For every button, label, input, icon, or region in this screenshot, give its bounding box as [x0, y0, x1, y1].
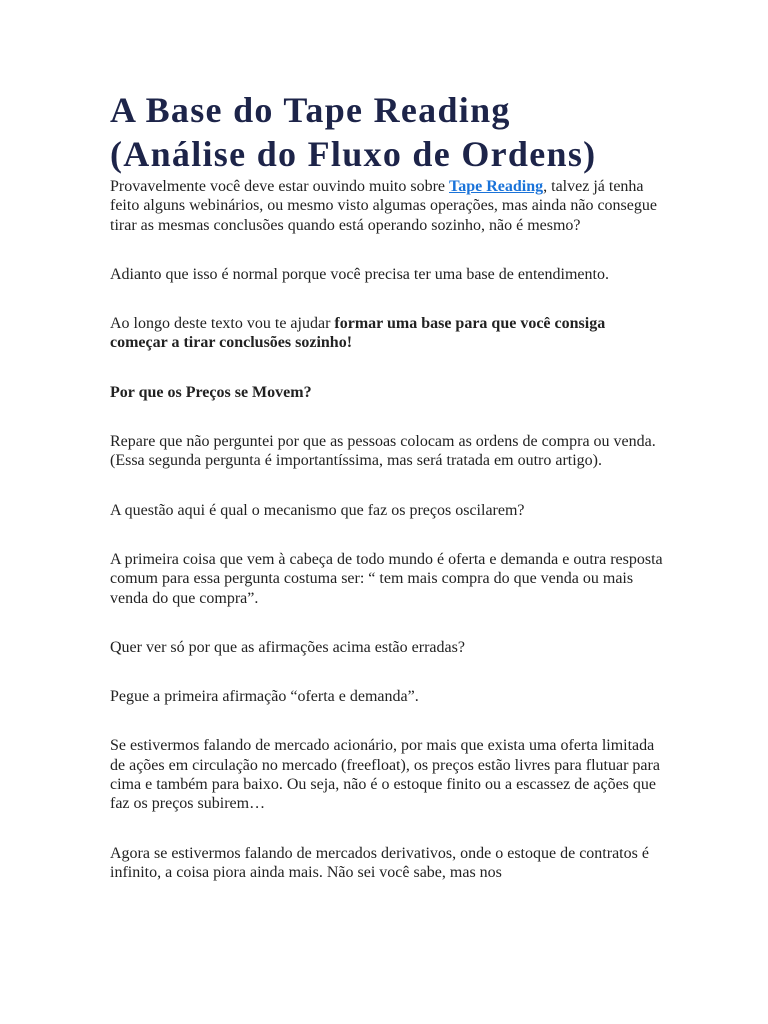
section-subheading: [110, 383, 665, 402]
article: [110, 88, 665, 912]
paragraph-ao-longo-bold: formar uma base para que você consiga começar a tirar conclusões sozinho!: [110, 315, 606, 352]
intro-text-before-link: Provavelmente você deve estar ouvindo muito sobre: [110, 178, 450, 195]
article-title-line-2: (Análise do Fluxo de Ordens): [110, 134, 597, 174]
paragraph-repare: Repare que não perguntei por que as pessoas colocam as ordens de compra ou venda. (Essa segunda pergunta é importantíssima, mas será tratada em outro artigo).: [110, 433, 656, 470]
paragraph-pegue: Pegue a primeira afirmação “oferta e demanda”.: [110, 688, 419, 706]
article-title-line-1: A Base do Tape Reading: [110, 90, 511, 130]
paragraph-questao: A questão aqui é qual o mecanismo que faz os preços oscilarem?: [110, 501, 525, 519]
paragraph-agora: Agora se estivermos falando de mercados derivativos, onde o estoque de contratos é infinito, a coisa piora ainda mais. Não sei você sabe, mas nos: [110, 844, 649, 881]
intro-text-after-link: , talvez já tenha feito alguns webinários, ou mesmo visto algumas operações, mas ainda não consegue tirar as mesmas conclusões quando está operando sozinho, não é mesmo?: [110, 178, 657, 234]
paragraph-quer-ver: Quer ver só por que as afirmações acima estão erradas?: [110, 638, 465, 656]
tape-reading-link[interactable]: Tape Reading: [449, 178, 544, 195]
section-subheading-text: Por que os Preços se Movem?: [110, 383, 312, 401]
paragraph-ao-longo-normal: Ao longo deste texto vou te ajudar: [110, 315, 335, 333]
paragraph-ao-longo: [110, 314, 665, 353]
paragraph-se-estivermos: Se estivermos falando de mercado acionário, por mais que exista uma oferta limitada de ações em circulação no mercado (freefloat), os preços estão livres para flutuar para cima e também para baixo. Ou seja, não é o estoque finito ou a escassez de ações que faz os preços subirem…: [110, 737, 660, 813]
paragraph-adianto: Adianto que isso é normal porque você precisa ter uma base de entendimento.: [110, 265, 609, 283]
article-title: [110, 88, 665, 176]
intro-paragraph: [110, 177, 665, 235]
paragraph-primeira: A primeira coisa que vem à cabeça de todo mundo é oferta e demanda e outra resposta comum para essa pergunta costuma ser: “ tem mais compra do que venda ou mais venda do que compra”.: [110, 550, 663, 607]
